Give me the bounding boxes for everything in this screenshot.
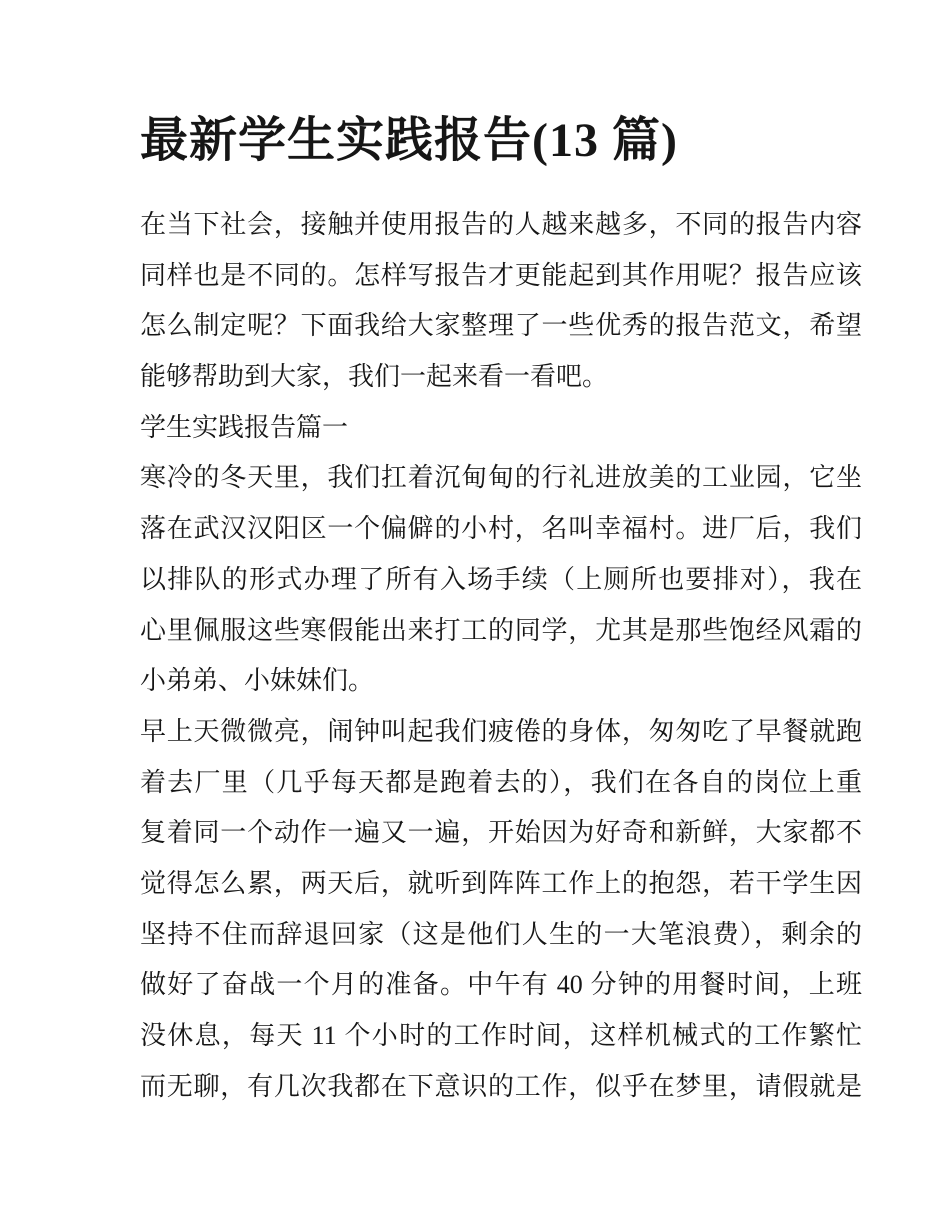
text-line: 着去厂里（几乎每天都是跑着去的），我们在各自的岗位上重 — [140, 767, 862, 797]
text-line: 小弟弟、小妹妹们。 — [140, 666, 375, 696]
text-line: 怎么制定呢？下面我给大家整理了一些优秀的报告范文，希望 — [140, 311, 862, 341]
text-line: 而无聊，有几次我都在下意识的工作，似乎在梦里，请假就是 — [140, 1071, 862, 1101]
text-line: 早上天微微亮，闹钟叫起我们疲倦的身体，匆匆吃了早餐就跑 — [140, 716, 862, 746]
text-line: 没休息，每天 11 个小时的工作时间，这样机械式的工作繁忙 — [140, 1021, 862, 1050]
document-body — [140, 200, 862, 1112]
text-line: 以排队的形式办理了所有入场手续（上厕所也要排对），我在 — [140, 564, 862, 594]
text-line: 心里佩服这些寒假能出来打工的同学，尤其是那些饱经风霜的 — [140, 615, 862, 645]
document-title: 最新学生实践报告(13 篇) — [140, 114, 678, 167]
text-line: 觉得怎么累，两天后，就听到阵阵工作上的抱怨，若干学生因 — [140, 868, 862, 898]
text-line: 能够帮助到大家，我们一起来看一看吧。 — [140, 362, 609, 392]
text-line: 复着同一个动作一遍又一遍，开始因为好奇和新鲜，大家都不 — [140, 818, 862, 848]
text-line: 寒冷的冬天里，我们扛着沉甸甸的行礼进放美的工业园，它坐 — [140, 463, 862, 493]
section-heading: 学生实践报告篇一 — [140, 412, 349, 442]
text-line: 在当下社会，接触并使用报告的人越来越多，不同的报告内容 — [140, 210, 862, 239]
text-line: 同样也是不同的。怎样写报告才更能起到其作用呢？报告应该 — [140, 260, 862, 290]
text-line: 坚持不住而辞退回家（这是他们人生的一大笔浪费），剩余的 — [140, 919, 862, 949]
text-line: 落在武汉汉阳区一个偏僻的小村，名叫幸福村。进厂后，我们 — [140, 514, 862, 544]
text-line: 做好了奋战一个月的准备。中午有 40 分钟的用餐时间，上班 — [140, 970, 862, 1000]
